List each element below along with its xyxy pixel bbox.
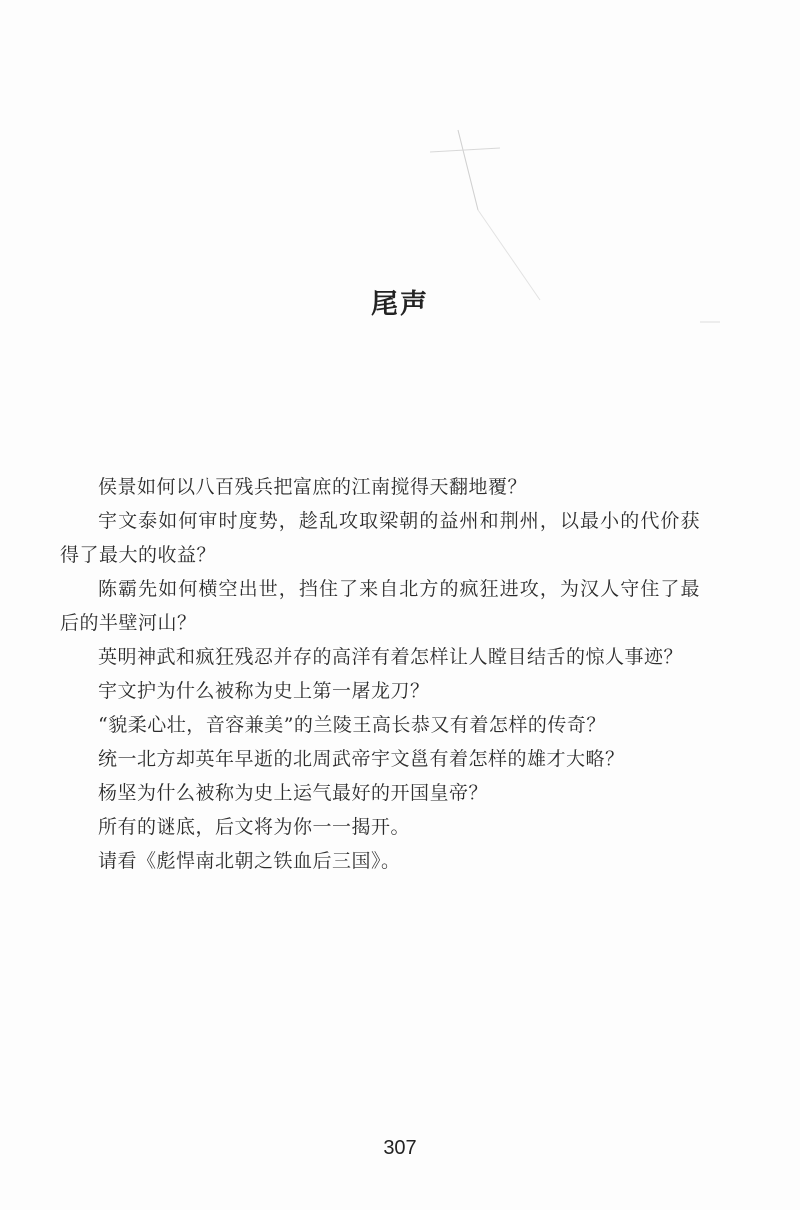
paragraph: 侯景如何以八百残兵把富庶的江南搅得天翻地覆？ bbox=[98, 476, 528, 498]
faint-pencil-marks bbox=[0, 0, 800, 400]
paragraph: 所有的谜底，后文将为你一一揭开。 bbox=[98, 816, 411, 838]
paragraph: 杨坚为什么被称为史上运气最好的开国皇帝？ bbox=[98, 782, 489, 804]
page-number: 307 bbox=[383, 1137, 417, 1159]
paragraph: 英明神武和疯狂残忍并存的高洋有着怎样让人瞠目结舌的惊人事迹？ bbox=[98, 646, 684, 668]
paragraph: 宇文泰如何审时度势，趁乱攻取梁朝的益州和荆州，以最小的代价获得了最大的收益？ bbox=[60, 510, 700, 566]
body-text bbox=[60, 470, 700, 878]
paragraph: 陈霸先如何横空出世，挡住了来自北方的疯狂进攻，为汉人守住了最后的半壁河山？ bbox=[60, 578, 700, 634]
paragraph: 统一北方却英年早逝的北周武帝宇文邕有着怎样的雄才大略？ bbox=[98, 748, 625, 770]
chapter-title: 尾声 bbox=[371, 289, 429, 320]
paragraph: “貌柔心壮，音容兼美”的兰陵王高长恭又有着怎样的传奇？ bbox=[98, 714, 606, 736]
paragraph: 请看《彪悍南北朝之铁血后三国》。 bbox=[98, 850, 401, 872]
paragraph: 宇文护为什么被称为史上第一屠龙刀？ bbox=[98, 680, 430, 702]
